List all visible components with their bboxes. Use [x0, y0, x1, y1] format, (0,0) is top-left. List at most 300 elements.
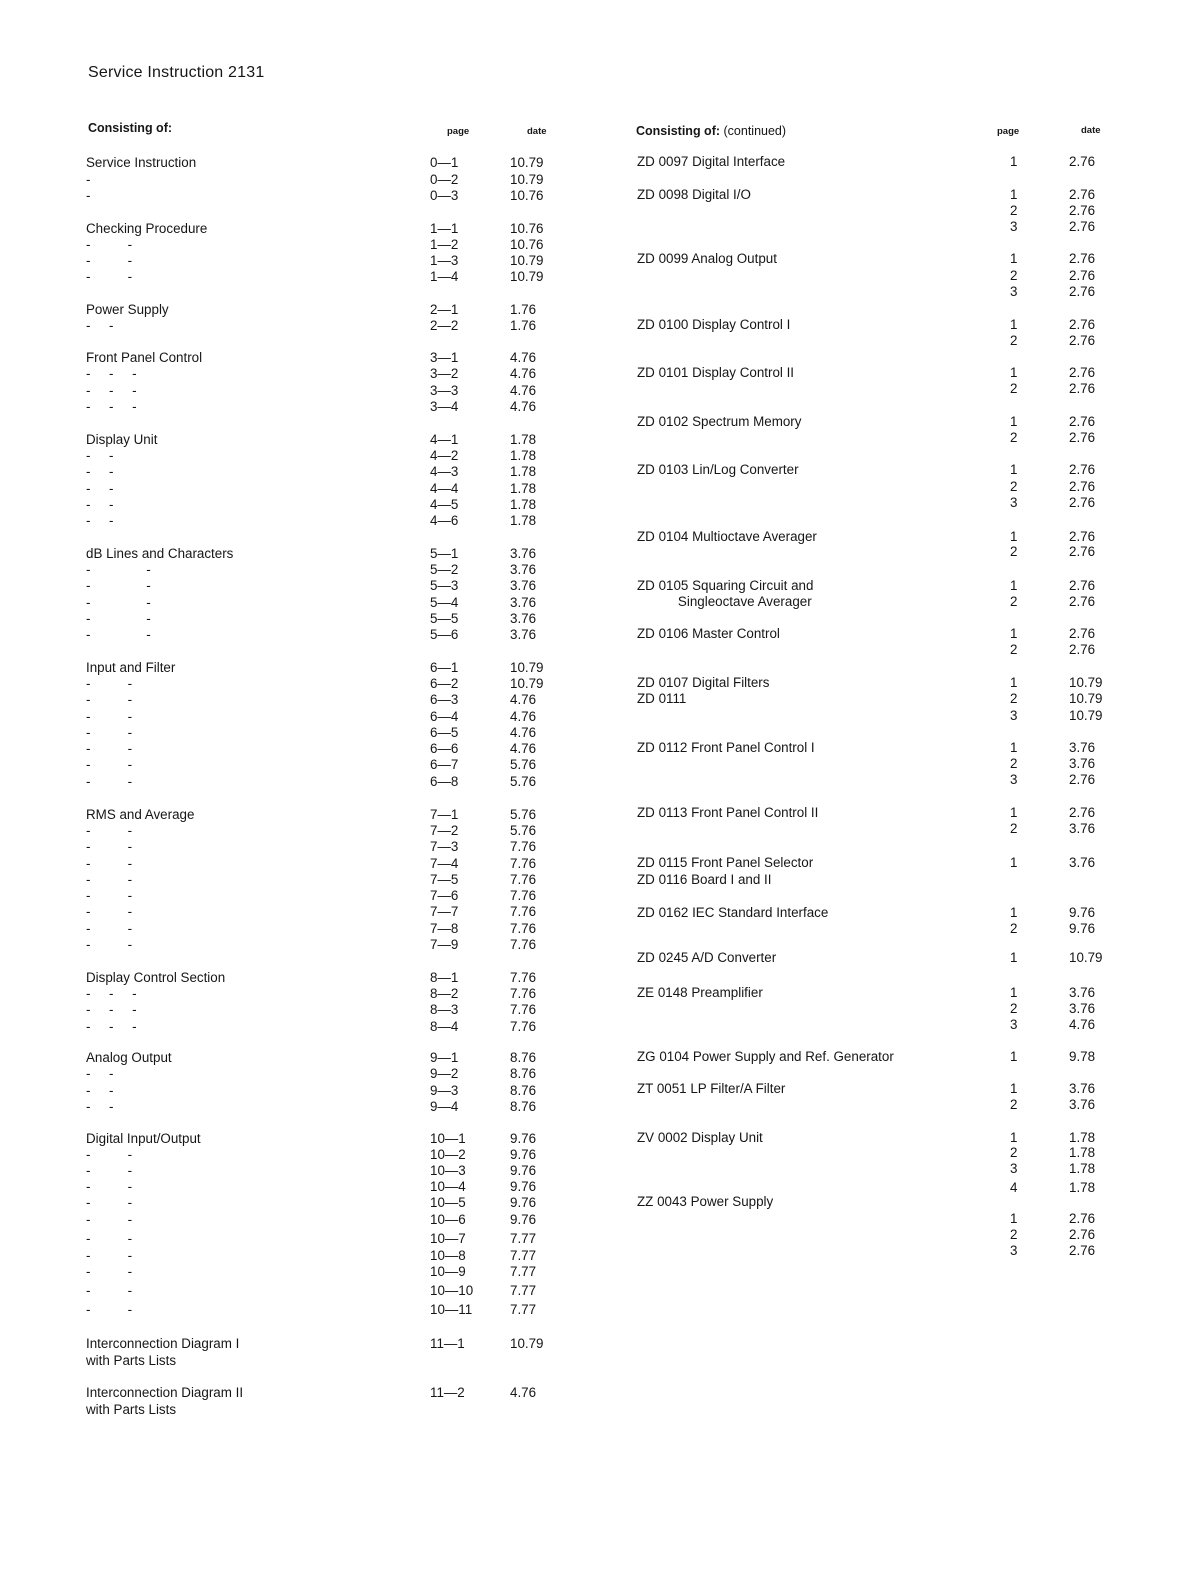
right-header-title: Consisting of: [636, 124, 721, 138]
contents-entry-page: 10—6 [430, 1212, 466, 1227]
contents-entry-date: 1.78 [510, 513, 537, 528]
contents-entry-date: 8.76 [510, 1099, 537, 1114]
contents-entry-page: 1 [1010, 985, 1018, 1000]
contents-entry-date: 2.76 [1069, 642, 1096, 657]
contents-entry-date: 3.76 [1069, 740, 1096, 755]
contents-entry-page: 6—7 [430, 757, 459, 772]
contents-entry-date: 2.76 [1069, 495, 1096, 510]
contents-entry-date: 7.77 [510, 1264, 537, 1279]
contents-entry-date: 7.77 [510, 1231, 537, 1246]
contents-entry-label: ZD 0116 Board I and II [637, 872, 772, 887]
left-date-column-header: date [527, 126, 547, 137]
contents-entry-page: 8—2 [430, 986, 459, 1001]
contents-entry-date: 2.76 [1069, 529, 1096, 544]
contents-entry-page: 2—2 [430, 318, 459, 333]
contents-entry-label: - - [86, 774, 133, 789]
contents-entry-page: 2 [1010, 691, 1018, 706]
contents-entry-date: 1.78 [1069, 1145, 1096, 1160]
contents-entry-date: 2.76 [1069, 544, 1096, 559]
contents-entry-date: 2.76 [1069, 479, 1096, 494]
contents-entry-date: 1.78 [510, 448, 537, 463]
contents-entry-page: 1 [1010, 578, 1018, 593]
contents-entry-date: 7.76 [510, 921, 537, 936]
contents-entry-label: - - [86, 921, 133, 936]
right-column-header [636, 124, 786, 138]
contents-entry-page: 1—4 [430, 269, 459, 284]
contents-entry-page: 7—3 [430, 839, 459, 854]
contents-entry-page: 9—1 [430, 1050, 459, 1065]
contents-entry-page: 4—6 [430, 513, 459, 528]
contents-entry-page: 2 [1010, 381, 1018, 396]
contents-entry-page: 1 [1010, 1081, 1018, 1096]
contents-entry-page: 3 [1010, 284, 1018, 299]
contents-entry-label: - - [86, 1231, 133, 1246]
contents-entry-label: - - - [86, 383, 137, 398]
contents-entry-page: 5—1 [430, 546, 459, 561]
contents-entry-page: 10—5 [430, 1195, 466, 1210]
contents-entry-page: 2 [1010, 821, 1018, 836]
contents-entry-label: Input and Filter [86, 660, 176, 675]
contents-entry-label: ZD 0106 Master Control [637, 626, 780, 641]
contents-entry-date: 2.76 [1069, 626, 1096, 641]
contents-entry-date: 7.76 [510, 937, 537, 952]
contents-entry-date: 2.76 [1069, 594, 1096, 609]
contents-entry-page: 9—4 [430, 1099, 459, 1114]
contents-entry-date: 7.76 [510, 888, 537, 903]
contents-entry-date: 2.76 [1069, 772, 1096, 787]
contents-entry-date: 4.76 [510, 383, 537, 398]
contents-entry-page: 11—1 [430, 1336, 465, 1351]
right-header-continued: (continued) [723, 124, 787, 138]
contents-entry-label: Singleoctave Averager [637, 594, 812, 609]
contents-entry-page: 1 [1010, 950, 1018, 965]
contents-entry-date: 2.76 [1069, 805, 1096, 820]
contents-entry-date: 2.76 [1069, 154, 1096, 169]
contents-entry-date: 3.76 [510, 595, 537, 610]
contents-entry-date: 2.76 [1069, 1227, 1096, 1242]
contents-entry-date: 3.76 [1069, 985, 1096, 1000]
contents-entry-label: - - [86, 318, 114, 333]
contents-entry-page: 2 [1010, 268, 1018, 283]
contents-entry-date: 4.76 [510, 350, 537, 365]
contents-entry-date: 10.79 [1069, 675, 1103, 690]
contents-entry-date: 4.76 [510, 366, 537, 381]
contents-entry-label: - - - [86, 366, 137, 381]
contents-entry-label: - - [86, 888, 133, 903]
contents-entry-date: 3.76 [510, 562, 537, 577]
contents-entry-date: 10.79 [510, 155, 544, 170]
contents-entry-date: 3.76 [1069, 1081, 1096, 1096]
contents-entry-label: - - [86, 513, 114, 528]
contents-entry-label: - - [86, 237, 133, 252]
contents-entry-page: 2 [1010, 1097, 1018, 1112]
contents-entry-date: 9.76 [510, 1212, 537, 1227]
contents-entry-page: 3—2 [430, 366, 459, 381]
contents-entry-label: ZD 0102 Spectrum Memory [637, 414, 802, 429]
contents-entry-date: 5.76 [510, 757, 537, 772]
contents-entry-date: 3.76 [1069, 821, 1096, 836]
contents-entry-label: - - [86, 1066, 114, 1081]
contents-entry-date: 2.76 [1069, 414, 1096, 429]
contents-entry-page: 7—2 [430, 823, 459, 838]
contents-entry-page: 1 [1010, 1211, 1018, 1226]
contents-entry-date: 9.76 [1069, 921, 1096, 936]
contents-entry-page: 6—2 [430, 676, 459, 691]
contents-entry-label: Power Supply [86, 302, 169, 317]
contents-entry-label: - - [86, 497, 114, 512]
contents-entry-page: 3 [1010, 219, 1018, 234]
contents-entry-date: 2.76 [1069, 430, 1096, 445]
contents-entry-label: ZD 0099 Analog Output [637, 251, 777, 266]
contents-entry-label: ZD 0105 Squaring Circuit and [637, 578, 814, 593]
contents-entry-page: 4—1 [430, 432, 459, 447]
contents-entry-date: 4.76 [510, 709, 537, 724]
contents-entry-label: - - [86, 1302, 133, 1317]
contents-entry-label: Analog Output [86, 1050, 172, 1065]
contents-entry-date: 3.76 [1069, 1097, 1096, 1112]
contents-entry-label: - - [86, 823, 133, 838]
contents-entry-date: 1.78 [1069, 1180, 1096, 1195]
contents-entry-label: Display Unit [86, 432, 158, 447]
contents-entry-label: Service Instruction [86, 155, 197, 170]
contents-entry-date: 2.76 [1069, 1243, 1096, 1258]
contents-entry-date: 7.76 [510, 856, 537, 871]
contents-entry-page: 6—8 [430, 774, 459, 789]
contents-entry-page: 10—4 [430, 1179, 466, 1194]
contents-entry-page: 6—6 [430, 741, 459, 756]
contents-entry-label: - [86, 188, 91, 203]
contents-entry-page: 2 [1010, 333, 1018, 348]
contents-entry-page: 3 [1010, 1017, 1018, 1032]
contents-entry-date: 5.76 [510, 774, 537, 789]
contents-entry-label: - - [86, 1248, 133, 1263]
contents-entry-page: 1 [1010, 626, 1018, 641]
contents-entry-page: 10—2 [430, 1147, 466, 1162]
contents-entry-label: - - - [86, 986, 137, 1001]
contents-entry-label: - - [86, 578, 151, 593]
contents-entry-label: ZD 0112 Front Panel Control I [637, 740, 815, 755]
contents-entry-page: 1 [1010, 905, 1018, 920]
contents-entry-label: ZD 0245 A/D Converter [637, 950, 777, 965]
contents-entry-page: 1 [1010, 1130, 1018, 1145]
contents-entry-date: 10.79 [1069, 950, 1103, 965]
contents-entry-page: 10—1 [430, 1131, 466, 1146]
contents-entry-label: - - [86, 253, 133, 268]
contents-entry-label: - - [86, 1147, 133, 1162]
contents-entry-date: 2.76 [1069, 462, 1096, 477]
page-title: Service Instruction 2131 [88, 64, 265, 81]
contents-entry-page: 3 [1010, 772, 1018, 787]
contents-entry-date: 8.76 [510, 1083, 537, 1098]
contents-entry-label: - - [86, 692, 133, 707]
contents-entry-label: with Parts Lists [86, 1402, 177, 1417]
contents-entry-page: 1 [1010, 675, 1018, 690]
contents-entry-page: 6—4 [430, 709, 459, 724]
contents-entry-date: 9.78 [1069, 1049, 1096, 1064]
contents-entry-date: 5.76 [510, 807, 537, 822]
contents-entry-label: ZD 0162 IEC Standard Interface [637, 905, 829, 920]
contents-entry-page: 9—2 [430, 1066, 459, 1081]
contents-entry-page: 1 [1010, 251, 1018, 266]
contents-entry-date: 2.76 [1069, 317, 1096, 332]
contents-entry-date: 4.76 [510, 741, 537, 756]
contents-entry-date: 3.76 [1069, 855, 1096, 870]
contents-entry-page: 1 [1010, 1049, 1018, 1064]
contents-entry-label: - - [86, 464, 114, 479]
contents-entry-page: 3—3 [430, 383, 459, 398]
contents-entry-page: 4 [1010, 1180, 1018, 1195]
contents-entry-page: 7—8 [430, 921, 459, 936]
contents-entry-label: - - [86, 709, 133, 724]
contents-entry-page: 7—6 [430, 888, 459, 903]
contents-entry-date: 4.76 [1069, 1017, 1096, 1032]
contents-entry-label: Checking Procedure [86, 221, 208, 236]
contents-entry-page: 10—8 [430, 1248, 466, 1263]
contents-entry-date: 4.76 [510, 1385, 537, 1400]
contents-entry-page: 1 [1010, 365, 1018, 380]
contents-entry-label: - - [86, 725, 133, 740]
contents-entry-page: 1 [1010, 317, 1018, 332]
contents-entry-label: ZD 0098 Digital I/O [637, 187, 751, 202]
contents-entry-date: 4.76 [510, 399, 537, 414]
contents-entry-date: 3.76 [510, 578, 537, 593]
contents-entry-label: ZE 0148 Preamplifier [637, 985, 763, 1000]
contents-entry-page: 3—1 [430, 350, 459, 365]
contents-entry-page: 7—1 [430, 807, 459, 822]
contents-entry-page: 1 [1010, 529, 1018, 544]
contents-entry-date: 9.76 [510, 1147, 537, 1162]
contents-entry-page: 1 [1010, 855, 1018, 870]
contents-entry-page: 10—11 [430, 1302, 473, 1317]
contents-entry-label: ZD 0113 Front Panel Control II [637, 805, 819, 820]
contents-entry-page: 4—4 [430, 481, 459, 496]
contents-entry-label: - - [86, 872, 133, 887]
contents-entry-label: - - [86, 448, 114, 463]
contents-entry-label: RMS and Average [86, 807, 195, 822]
contents-entry-page: 5—3 [430, 578, 459, 593]
contents-entry-label: ZD 0104 Multioctave Averager [637, 529, 817, 544]
left-column-header: Consisting of: [88, 121, 173, 135]
contents-entry-date: 10.76 [510, 237, 544, 252]
contents-entry-page: 1—1 [430, 221, 459, 236]
contents-entry-label: - - [86, 1283, 133, 1298]
contents-entry-date: 2.76 [1069, 578, 1096, 593]
contents-entry-date: 3.76 [510, 627, 537, 642]
contents-entry-date: 9.76 [510, 1163, 537, 1178]
contents-entry-page: 1 [1010, 414, 1018, 429]
contents-entry-page: 1 [1010, 740, 1018, 755]
contents-entry-label: ZT 0051 LP Filter/A Filter [637, 1081, 786, 1096]
contents-entry-page: 8—3 [430, 1002, 459, 1017]
contents-entry-page: 2 [1010, 642, 1018, 657]
contents-entry-label: ZD 0111 [637, 691, 687, 706]
contents-entry-page: 5—5 [430, 611, 459, 626]
contents-entry-page: 2 [1010, 479, 1018, 494]
contents-entry-date: 7.76 [510, 904, 537, 919]
contents-entry-label: - - [86, 904, 133, 919]
contents-entry-date: 4.76 [510, 692, 537, 707]
contents-entry-page: 4—3 [430, 464, 459, 479]
contents-entry-label: with Parts Lists [86, 1353, 177, 1368]
contents-entry-page: 7—5 [430, 872, 459, 887]
contents-entry-label: - - [86, 481, 114, 496]
contents-entry-label: dB Lines and Characters [86, 546, 234, 561]
contents-entry-date: 1.76 [510, 302, 537, 317]
contents-entry-label: Interconnection Diagram II [86, 1385, 244, 1400]
contents-entry-date: 10.79 [1069, 691, 1103, 706]
contents-entry-page: 1 [1010, 154, 1018, 169]
contents-entry-page: 3 [1010, 495, 1018, 510]
contents-entry-page: 1 [1010, 462, 1018, 477]
contents-entry-page: 8—4 [430, 1019, 459, 1034]
contents-entry-date: 4.76 [510, 725, 537, 740]
contents-entry-date: 10.76 [510, 188, 544, 203]
contents-entry-page: 8—1 [430, 970, 459, 985]
contents-entry-page: 7—9 [430, 937, 459, 952]
contents-entry-label: - [86, 172, 91, 187]
contents-entry-date: 10.76 [510, 221, 544, 236]
contents-entry-label: ZD 0103 Lin/Log Converter [637, 462, 799, 477]
contents-entry-date: 1.78 [1069, 1161, 1096, 1176]
contents-entry-date: 8.76 [510, 1066, 537, 1081]
contents-entry-page: 1—2 [430, 237, 459, 252]
contents-entry-label: - - - [86, 1019, 137, 1034]
contents-entry-label: - - - [86, 399, 137, 414]
contents-entry-date: 9.76 [510, 1179, 537, 1194]
contents-entry-label: - - [86, 937, 133, 952]
contents-entry-label: - - [86, 611, 151, 626]
contents-entry-label: - - [86, 1163, 133, 1178]
contents-entry-date: 2.76 [1069, 381, 1096, 396]
contents-entry-page: 6—3 [430, 692, 459, 707]
contents-entry-date: 3.76 [510, 611, 537, 626]
contents-entry-label: ZD 0101 Display Control II [637, 365, 795, 380]
contents-entry-page: 2 [1010, 1227, 1018, 1242]
contents-entry-page: 11—2 [430, 1385, 465, 1400]
contents-entry-page: 2 [1010, 756, 1018, 771]
contents-entry-label: - - [86, 757, 133, 772]
contents-entry-date: 7.76 [510, 872, 537, 887]
contents-entry-label: - - [86, 676, 133, 691]
contents-entry-date: 1.78 [510, 432, 537, 447]
contents-entry-label: ZZ 0043 Power Supply [637, 1194, 774, 1209]
contents-entry-label: ZG 0104 Power Supply and Ref. Generator [637, 1049, 894, 1064]
contents-entry-page: 5—4 [430, 595, 459, 610]
contents-entry-page: 2 [1010, 1145, 1018, 1160]
contents-entry-label: - - [86, 856, 133, 871]
contents-entry-date: 10.79 [510, 1336, 544, 1351]
contents-entry-date: 8.76 [510, 1050, 537, 1065]
contents-entry-date: 3.76 [510, 546, 537, 561]
contents-entry-page: 5—6 [430, 627, 459, 642]
contents-entry-date: 10.79 [510, 172, 544, 187]
contents-entry-date: 7.76 [510, 986, 537, 1001]
contents-entry-page: 2 [1010, 544, 1018, 559]
contents-entry-date: 2.76 [1069, 1211, 1096, 1226]
contents-entry-date: 1.78 [510, 481, 537, 496]
contents-entry-page: 4—5 [430, 497, 459, 512]
contents-entry-page: 10—7 [430, 1231, 466, 1246]
contents-entry-date: 2.76 [1069, 365, 1096, 380]
contents-entry-label: ZD 0100 Display Control I [637, 317, 791, 332]
contents-entry-date: 2.76 [1069, 219, 1096, 234]
contents-entry-label: - - [86, 562, 151, 577]
contents-entry-page: 3—4 [430, 399, 459, 414]
contents-entry-page: 2 [1010, 921, 1018, 936]
contents-entry-page: 1 [1010, 187, 1018, 202]
contents-entry-date: 10.79 [510, 660, 544, 675]
contents-entry-page: 2 [1010, 203, 1018, 218]
contents-entry-label: ZV 0002 Display Unit [637, 1130, 763, 1145]
contents-entry-page: 0—1 [430, 155, 459, 170]
contents-entry-page: 0—3 [430, 188, 459, 203]
contents-entry-label: - - [86, 1264, 133, 1279]
contents-entry-date: 9.76 [1069, 905, 1096, 920]
contents-entry-date: 10.79 [510, 676, 544, 691]
contents-entry-page: 4—2 [430, 448, 459, 463]
contents-entry-label: - - [86, 839, 133, 854]
contents-entry-label: - - [86, 595, 151, 610]
contents-entry-page: 10—9 [430, 1264, 466, 1279]
contents-entry-label: ZD 0107 Digital Filters [637, 675, 770, 690]
contents-entry-date: 7.77 [510, 1302, 537, 1317]
contents-entry-date: 2.76 [1069, 187, 1096, 202]
contents-entry-label: - - [86, 1179, 133, 1194]
contents-entry-page: 2 [1010, 430, 1018, 445]
contents-entry-date: 2.76 [1069, 333, 1096, 348]
contents-entry-page: 7—7 [430, 904, 459, 919]
contents-entry-date: 3.76 [1069, 1001, 1096, 1016]
contents-entry-label: - - [86, 1195, 133, 1210]
contents-entry-label: Front Panel Control [86, 350, 203, 365]
contents-entry-page: 2 [1010, 1001, 1018, 1016]
contents-entry-date: 7.76 [510, 1019, 537, 1034]
left-page-column-header: page [447, 126, 470, 137]
contents-entry-date: 10.79 [510, 269, 544, 284]
contents-entry-page: 10—10 [430, 1283, 474, 1298]
contents-entry-date: 7.77 [510, 1283, 537, 1298]
right-date-column-header: date [1081, 125, 1101, 136]
contents-entry-page: 3 [1010, 1161, 1018, 1176]
contents-entry-label: ZD 0097 Digital Interface [637, 154, 786, 169]
contents-entry-date: 9.76 [510, 1131, 537, 1146]
contents-entry-label: - - [86, 627, 151, 642]
contents-entry-date: 5.76 [510, 823, 537, 838]
contents-entry-label: - - [86, 1212, 133, 1227]
contents-entry-page: 10—3 [430, 1163, 466, 1178]
contents-entry-page: 1—3 [430, 253, 459, 268]
contents-entry-page: 6—5 [430, 725, 459, 740]
contents-entry-date: 7.76 [510, 839, 537, 854]
contents-entry-page: 5—2 [430, 562, 459, 577]
contents-entry-page: 9—3 [430, 1083, 459, 1098]
contents-entry-label: - - - [86, 1002, 137, 1017]
contents-entry-date: 2.76 [1069, 284, 1096, 299]
contents-entry-label: Display Control Section [86, 970, 226, 985]
contents-entry-date: 1.78 [1069, 1130, 1096, 1145]
contents-entry-date: 1.78 [510, 497, 537, 512]
contents-entry-date: 10.79 [510, 253, 544, 268]
contents-entry-page: 1 [1010, 805, 1018, 820]
contents-entry-label: - - [86, 741, 133, 756]
contents-entry-date: 9.76 [510, 1195, 537, 1210]
contents-entry-date: 2.76 [1069, 268, 1096, 283]
contents-entry-page: 3 [1010, 708, 1018, 723]
contents-entry-date: 2.76 [1069, 251, 1096, 266]
contents-entry-label: - - [86, 1083, 114, 1098]
contents-entry-label: - - [86, 269, 133, 284]
contents-entry-date: 10.79 [1069, 708, 1103, 723]
